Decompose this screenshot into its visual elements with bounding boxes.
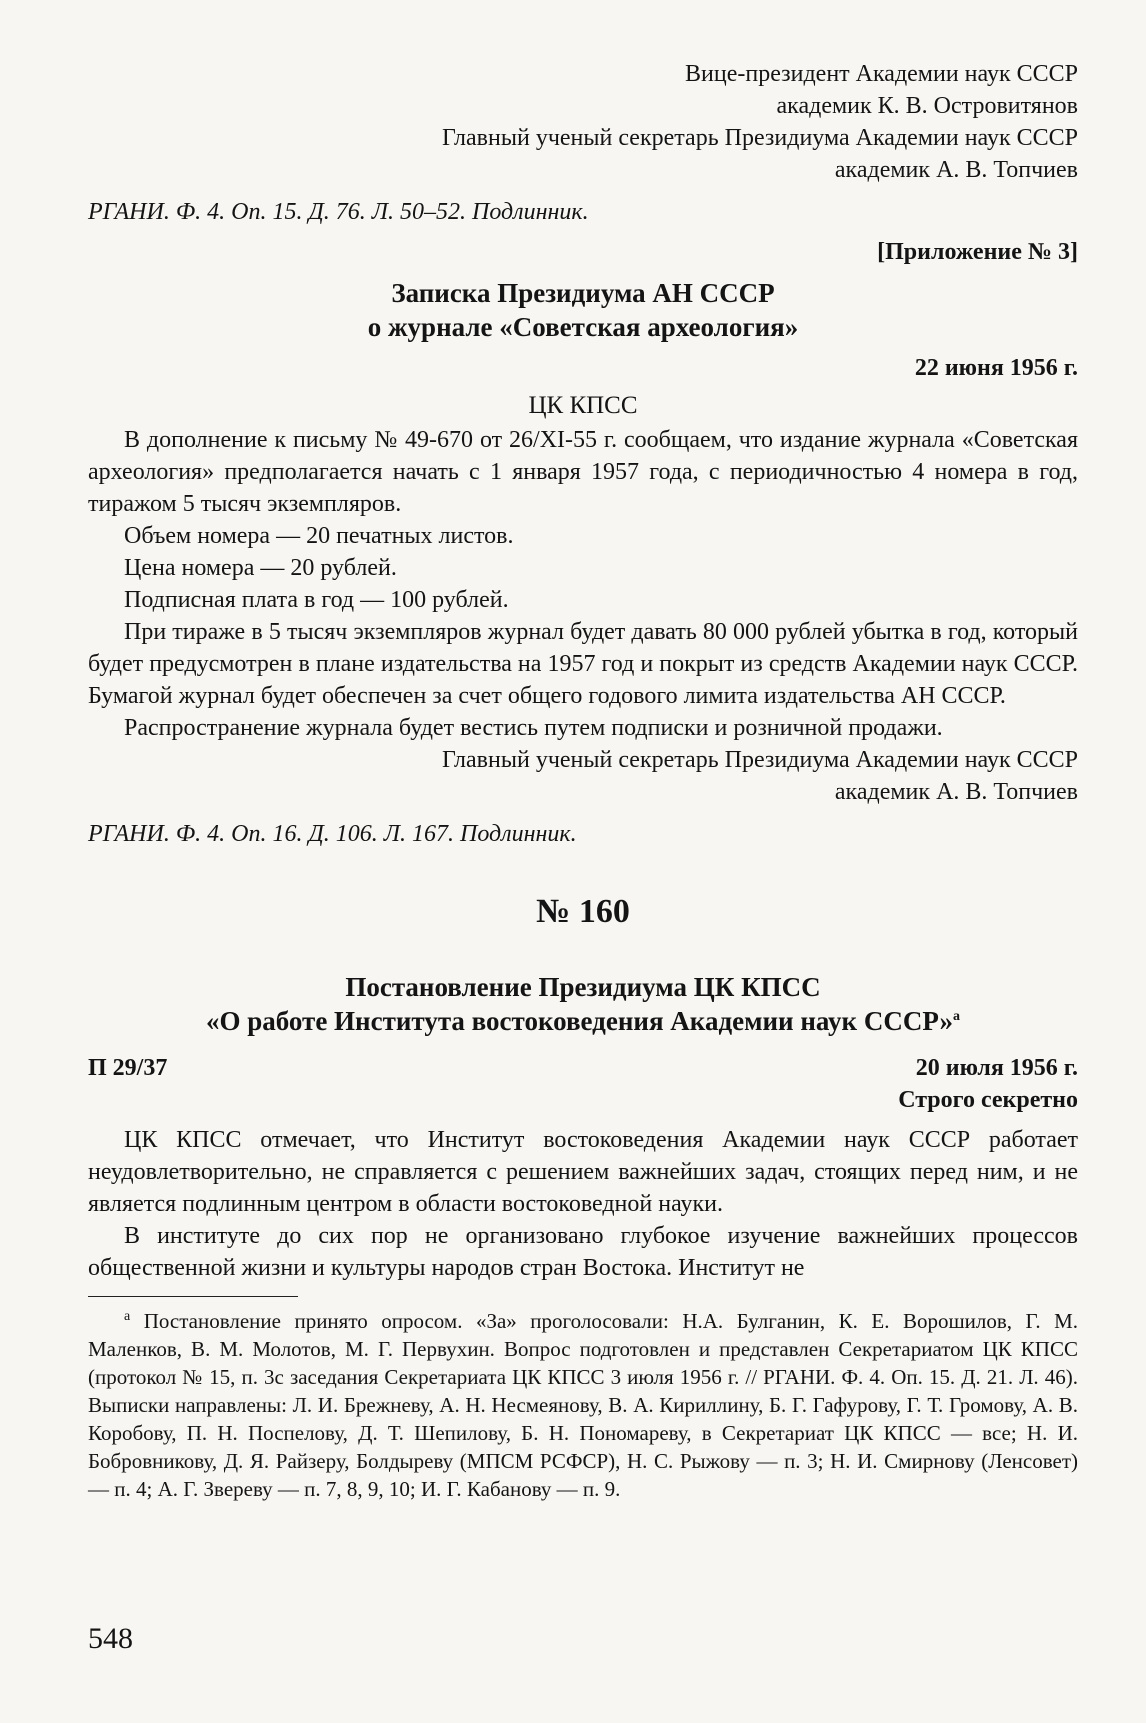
footnote [88,1307,1078,1503]
signature-block-1 [88,58,1078,186]
signature-line: Вице-президент Академии наук СССР [685,61,1078,87]
footnote-reference: а [953,1009,960,1024]
note-title-line1: Записка Президиума АН СССР [391,278,775,308]
footnote-mark: а [124,1309,131,1324]
decree-reference: П 29/37 [88,1055,168,1081]
decree-title-text: «О работе Института востоковедения Академии наук СССР» [206,1006,953,1036]
page-number: 548 [88,1622,133,1655]
note-paragraph: Цена номера — 20 рублей. [124,555,397,581]
note-title-line2: о журнале «Советская археология» [367,312,799,342]
appendix-label: [Приложение № 3] [877,239,1078,265]
archive-source-1: РГАНИ. Ф. 4. Оп. 15. Д. 76. Л. 50–52. Подлинник. [88,199,589,225]
note-paragraph: Объем номера — 20 печатных листов. [124,523,514,549]
decree-ref-row [88,1052,1078,1084]
note-paragraph: Распространение журнала будет вестись путем подписки и розничной продажи. [124,715,943,741]
note-paragraph: В дополнение к письму № 49-670 от 26/XI-55 г. сообщаем, что издание журнала «Советская археология» предполагается начать с 1 января 1957 года, с периодичностью 4 номера в год, тиражом 5 тысяч экземпляров. [88,427,1078,517]
archive-source-2: РГАНИ. Ф. 4. Оп. 16. Д. 106. Л. 167. Подлинник. [88,821,577,847]
decree-title-line2 [88,1004,1078,1038]
signature-line: академик К. В. Островитянов [776,93,1078,119]
decree-date: 20 июля 1956 г. [915,1055,1078,1081]
decree-paragraph: ЦК КПСС отмечает, что Институт востоковедения Академии наук СССР работает неудовлетворительно, не справляется с решением важнейших задач, стоящих перед ним, и не является подлинным центром в области востоковедной науки. [88,1127,1078,1217]
document-number: № 160 [536,893,630,930]
note-date: 22 июня 1956 г. [914,355,1078,381]
note-addressee: ЦК КПСС [528,392,638,419]
note-signature-line: академик А. В. Топчиев [834,779,1078,805]
footnote-divider [88,1296,298,1297]
signature-line: Главный ученый секретарь Президиума Академии наук СССР [441,125,1078,151]
signature-line: академик А. В. Топчиев [834,157,1078,183]
decree-title-line1: Постановление Президиума ЦК КПСС [345,972,821,1002]
note-paragraph: При тираже в 5 тысяч экземпляров журнал будет давать 80 000 рублей убытка в год, который будет предусмотрен в плане издательства на 1957 год и покрыт из средств Академии наук СССР. Бумагой журнал будет обеспечен за счет общего годового лимита издательства АН СССР. [88,619,1078,709]
note-paragraph: Подписная плата в год — 100 рублей. [124,587,509,613]
footnote-text: Постановление принято опросом. «За» проголосовали: Н.А. Булганин, К. Е. Ворошилов, Г. М. Маленков, В. М. Молотов, М. Г. Первухин. Вопрос подготовлен и представлен Секретариатом ЦК КПСС (протокол № 15, п. 3с заседания Секретариата ЦК КПСС 3 июля 1956 г. // РГАНИ. Ф. 4. Оп. 15. Д. 21. Л. 46). Выписки направлены: Л. И. Брежневу, А. Н. Несмеянову, В. А. Кириллину, Б. Г. Гафурову, Г. Т. Громову, А. В. Коробову, П. Н. Поспелову, Д. Т. Шепилову, Б. Н. Пономареву, в Секретариат ЦК КПСС — все; Н. И. Бобровникову, Д. Я. Райзеру, Болдыреву (МПСМ РСФСР), Н. С. Рыжову — п. 3; Н. И. Смирнову (Ленсовет) — п. 4; А. Г. Звереву — п. 7, 8, 9, 10; И. Г. Кабанову — п. 9. [88,1309,1078,1501]
classification-stamp: Строго секретно [898,1087,1078,1113]
note-signature-line: Главный ученый секретарь Президиума Академии наук СССР [441,747,1078,773]
decree-paragraph: В институте до сих пор не организовано глубокое изучение важнейших процессов общественной жизни и культуры народов стран Востока. Институт не [88,1223,1078,1281]
document-page [88,58,1078,1503]
